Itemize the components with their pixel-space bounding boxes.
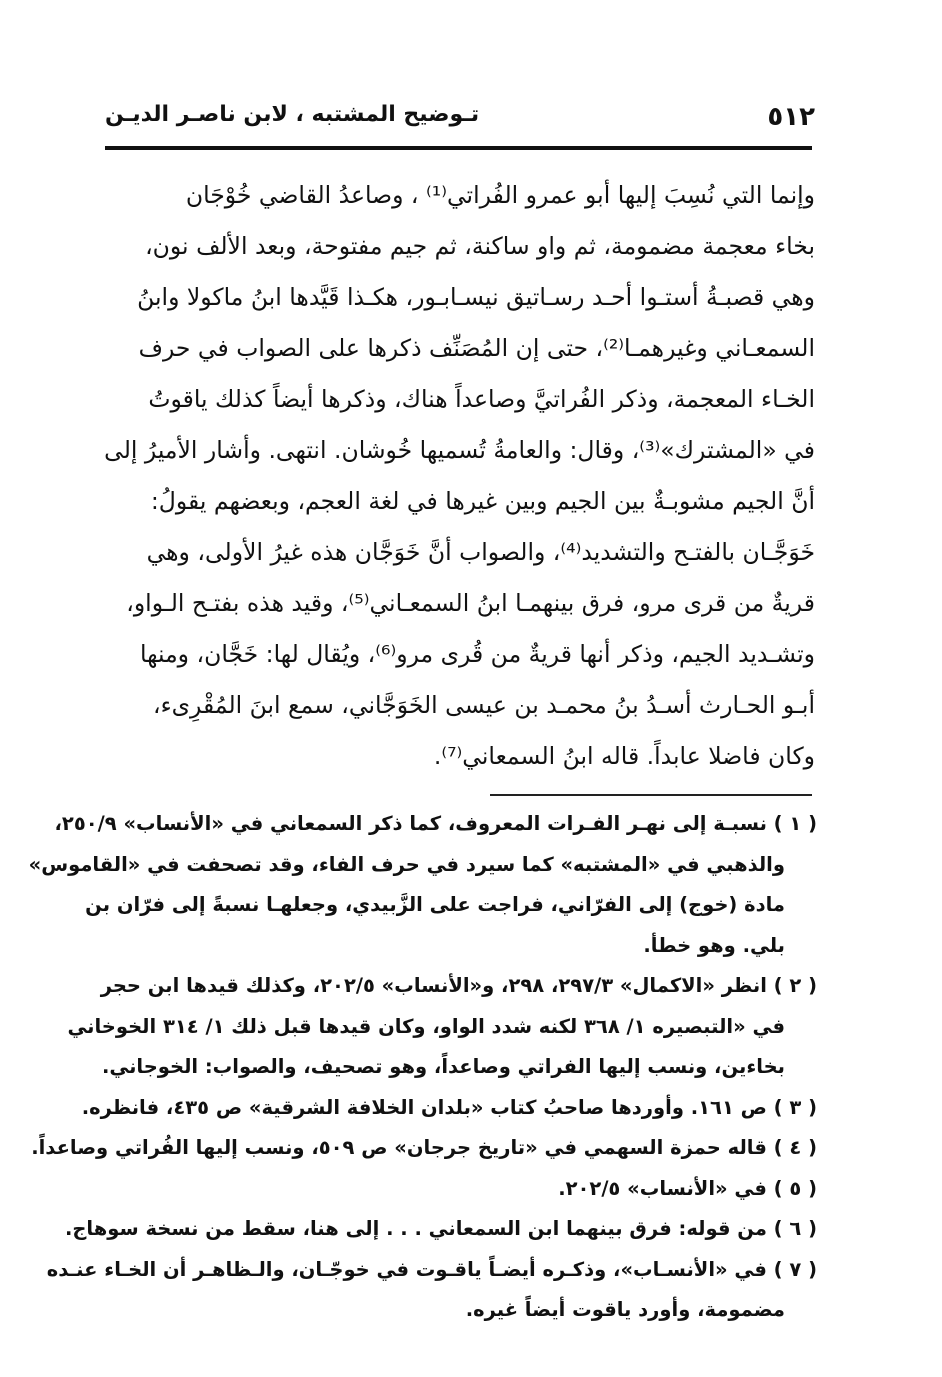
footnote-line: ( ٤ ) قاله حمزة السهمي في «تاريخ جرجان» ص ٥٠٩، ونسب إليها الفُراتي وصاعداً. — [31, 1136, 817, 1159]
text-line: الخـاء المعجمة، وذكر الفُراتيَّ وصاعداً هناك، وذكرها أيضاً كذلك ياقوتُ — [148, 385, 815, 413]
header-rule — [105, 146, 812, 150]
footnote-line: مضمومة، وأورد ياقوت أيضاً غيره. — [465, 1298, 785, 1321]
footnote-line: ( ١ ) نسبـة إلى نهـر الفـرات المعروف، كما ذكر السمعاني في «الأنساب» ٢٥٠/٩، — [54, 812, 817, 835]
text-line: وكان فاضلا عابداً. قاله ابنُ السمعاني⁽⁷⁾. — [433, 742, 815, 770]
footnote-line: ( ٧ ) في «الأنسـاب»، وذكـره أيضـاً ياقـوت في خوجّـان، والـظاهـر أن الخـاء عنـده — [46, 1257, 817, 1281]
text-line: خَوَجَّـان بالفتـح والتشديد⁽⁴⁾، والصواب أنَّ خَوَجَّان هذه غيرُ الأولى، وهي — [146, 538, 815, 566]
footnote-line: ( ٣ ) ص ١٦١. وأوردها صاحبُ كتاب «بلدان الخلافة الشرقية» ص ٤٣٥، فانظره. — [81, 1095, 817, 1119]
text-line: أبـو الحـارث أسـدُ بنُ محمـد بن عيسى الخَوَجَّاني، سمع ابنَ المُقْرِىء، — [153, 691, 815, 719]
text-line: في «المشترك»⁽³⁾، وقال: والعامةُ تُسميها خُوشان. انتهى. وأشار الأميرُ إلى — [104, 436, 815, 464]
main-text — [105, 170, 815, 782]
footnote-separator — [490, 794, 812, 796]
footnote-line: ( ٦ ) من قوله: فرق بينهما ابن السمعاني . . . إلى هنا، سقط من نسخة سوهاج. — [64, 1217, 817, 1240]
footnote-line: بلي. وهو خطأ. — [643, 933, 785, 957]
footnote-line: بخاءين، ونسب إليها الفراتي وصاعداً، وهو تصحيف، والصواب: الخوجاني. — [101, 1055, 785, 1078]
footnote-line: مادة (خوج) إلى الفرّاني، فراجت على الزَّبيدي، وجعلهـا نسبةً إلى فرّان بن — [85, 893, 785, 916]
running-title: تـوضيح المشتبه ، لابن ناصـر الديـن — [105, 102, 480, 127]
text-line: قريةٌ من قرى مرو، فرق بينهمـا ابنُ السمعـاني⁽⁵⁾، وقيد هذه بفتـح الـواو، — [126, 589, 815, 617]
footnote-line: ( ٢ ) انظر «الاكمال» ٢٩٧/٣، ٢٩٨، و«الأنساب» ٢٠٢/٥، وكذلك قيدها ابن حجر — [100, 974, 817, 997]
page-header — [105, 96, 815, 136]
footnote-line: والذهبي في «المشتبه» كما سيرد في حرف الفاء، وقد تصحفت في «القاموس» — [28, 852, 785, 876]
text-line: أنَّ الجيم مشوبـةٌ بين الجيم وبين غيرها في لغة العجم، وبعضهم يقولُ: — [150, 487, 815, 515]
footnotes — [28, 804, 817, 1331]
page-number: ٥١٢ — [767, 102, 815, 132]
footnote-line: ( ٥ ) في «الأنساب» ٢٠٢/٥. — [558, 1176, 817, 1200]
footnote-line: في «التبصيره ١/ ٣٦٨ لكنه شدد الواو، وكان قيدها قبل ذلك ١/ ٣١٤ الخوخاني — [67, 1014, 785, 1038]
text-line: السمعـاني وغيرهمـا⁽²⁾، حتى إن المُصَنِّف ذكرها على الصواب في حرف — [138, 334, 815, 362]
text-line: وتشـديد الجيم، وذكر أنها قريةٌ من قُرى مرو⁽⁶⁾، ويُقال لها: خَجَّان، ومنها — [140, 640, 815, 668]
text-line: بخاء معجمة مضمومة، ثم واو ساكنة، ثم جيم مفتوحة، وبعد الألف نون، — [145, 232, 815, 260]
text-line: وإنما التي نُسِبَ إليها أبو عمرو الفُراتي⁽¹⁾ ، وصاعدُ القاضي خُوْجَان — [185, 181, 815, 209]
text-line: وهي قصبـةُ أستـوا أحـد رسـاتيق نيسـابـور، هكـذا قَيَّدها ابنُ ماكولا وابنُ — [137, 283, 815, 311]
